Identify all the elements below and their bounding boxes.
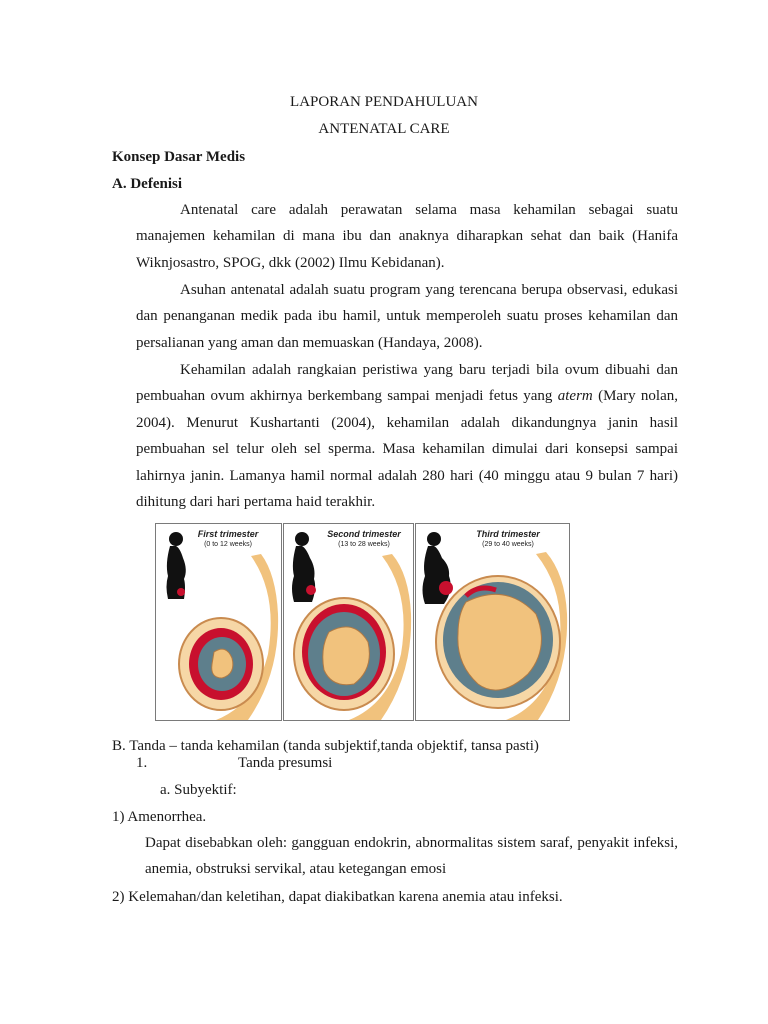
p2-line1: Asuhan antenatal adalah suatu program yang terencana berupa observasi, edukasi (180, 282, 678, 298)
p1-line3: Wiknjosastro, SPOG, dkk (2002) Ilmu Kebidanan). (136, 254, 445, 271)
second-trimester-illustration (284, 524, 413, 720)
figure-panel-third-trimester (415, 523, 570, 721)
list-item-2: 2) Kelemahan/dan keletihan, dapat diakibatkan karena anemia atau infeksi. (112, 889, 563, 905)
section-b-heading: B. Tanda – tanda kehamilan (tanda subjektif,tanda objektif, tansa pasti) (112, 738, 539, 754)
sub-a-label: a. Subyektif: (160, 782, 237, 798)
p3-line1: Kehamilan adalah rangkaian peristiwa yang baru terjadi bila ovum dibuahi dan (180, 362, 678, 378)
panel-subtitle: (0 to 12 weeks) (204, 541, 252, 548)
paragraph-kehamilan (136, 357, 678, 515)
doc-subtitle: ANTENATAL CARE (318, 121, 450, 137)
figure-panel-second-trimester (283, 523, 414, 721)
fetus-shape (212, 649, 233, 678)
panel-title: Third trimester (476, 529, 540, 539)
p2-line2: dan penanganan medik pada ibu hamil, untuk memperoleh suatu proses kehamilan dan (136, 308, 678, 325)
list-item-1-desc-line2: anemia, obstruksi servikal, atau ketegangan emosi (145, 861, 447, 877)
paragraph-definition (136, 197, 678, 276)
p1-line2: manajemen kehamilan di mana ibu dan anaknya diharapkan sehat dan baik (Hanifa (136, 228, 678, 245)
p3-line4: pembuahan sel telur oleh sel sperma. Masa kehamilan dimulai dari konsepsi sampai (136, 441, 678, 458)
panel-subtitle: (13 to 28 weeks) (338, 541, 390, 548)
figure-panel-first-trimester (155, 523, 282, 721)
item-1-number: 1. (136, 755, 148, 771)
panel-subtitle: (29 to 40 weeks) (482, 541, 534, 548)
doc-title: LAPORAN PENDAHULUAN (290, 94, 478, 110)
p3-line2-a: pembuahan ovum akhirnya berkembang sampai menjadi fetus yang (136, 388, 558, 405)
p3-line6: dihitung dari hari pertama haid terakhir. (136, 494, 376, 511)
p1-line1: Antenatal care adalah perawatan selama masa kehamilan sebagai suatu (180, 202, 678, 218)
p2-line3: persalianan yang aman dan memuaskan (Handaya, 2008). (136, 334, 483, 351)
list-item-1-desc-line1 (145, 834, 678, 852)
panel-title: First trimester (197, 529, 259, 539)
subsection-a-heading: A. Defenisi (112, 176, 182, 192)
first-trimester-illustration (156, 524, 281, 720)
woman-silhouette-icon (167, 532, 186, 599)
list-item-1: 1) Amenorrhea. (112, 809, 207, 825)
panel-title: Second trimester (327, 529, 401, 539)
p3-line2-b: (Mary nolan, (592, 388, 679, 405)
p3-line2 (136, 383, 678, 409)
paragraph-asuhan (136, 277, 678, 356)
list-item-1-desc-text: Dapat disebabkan oleh: gangguan endokrin, abnormalitas sistem saraf, penyakit infeksi, (145, 835, 678, 851)
p3-line2-italic: aterm (557, 388, 593, 405)
fetus-shape (323, 627, 370, 685)
third-trimester-illustration (416, 524, 569, 720)
p3-line3: 2004). Menurut Kushartanti (2004), kehamilan adalah dikandungnya janin hasil (136, 414, 678, 431)
item-1-label: Tanda presumsi (238, 755, 333, 771)
p3-line5: lahirnya janin. Lamanya hamil normal adalah 280 hari (40 minggu atau 9 bulan 7 hari) (136, 467, 678, 484)
section-heading: Konsep Dasar Medis (112, 149, 246, 165)
woman-silhouette-icon (292, 532, 316, 602)
woman-silhouette-icon (423, 532, 454, 604)
